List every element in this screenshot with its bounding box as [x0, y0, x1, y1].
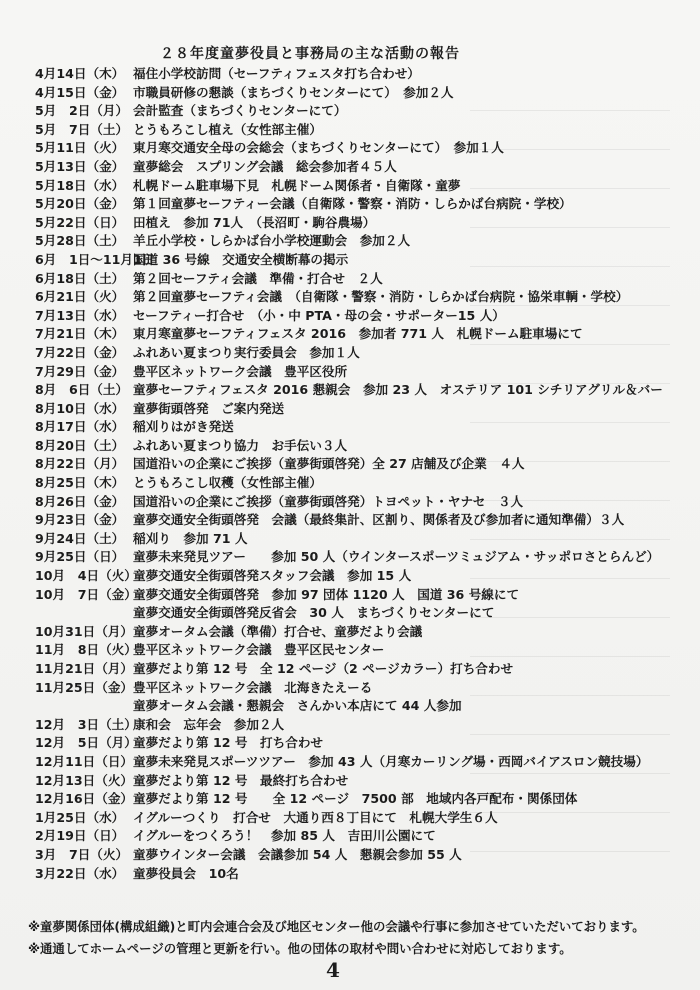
entry-text: 第１回童夢セーフティー会議（自衛隊・警察・消防・しらかば台病院・学校）: [133, 196, 572, 212]
entry-date: 7月13日（水）: [35, 307, 125, 323]
entry-text: 札幌ドーム駐車場下見 札幌ドーム関係者・自衛隊・童夢: [133, 177, 461, 193]
activity-entry: [35, 809, 675, 828]
footnote: ※通通してホームページの管理と更新を行い。他の団体の取材や問い合わせに対応しております。: [28, 941, 572, 956]
entry-date: 9月23日（金）: [35, 512, 125, 528]
activity-entry: [35, 548, 675, 567]
activity-entry: [35, 660, 675, 679]
activity-entry: [35, 325, 675, 344]
entry-date: [35, 697, 133, 716]
activity-entry: [35, 251, 675, 270]
entry-text: 豊平区ネットワーク会議 北海きたえーる: [133, 679, 373, 695]
entry-text: 稲刈り 参加 71 人: [133, 530, 248, 546]
entry-date: 12月16日（金）: [35, 791, 134, 807]
entry-date: 11月 8日（火）: [35, 642, 137, 658]
entry-text: 童夢街頭啓発 ご案内発送: [133, 400, 285, 416]
activity-entry: [35, 65, 675, 84]
entry-text: 童夢だより第 12 号 打ち合わせ: [133, 735, 324, 751]
entry-text: とうもろこし収穫（女性部主催）: [133, 475, 322, 491]
entry-text: とうもろこし植え（女性部主催）: [133, 121, 322, 137]
entry-text: 第２回童夢セーフティ会議 （自衛隊・警察・消防・しらかば台病院・協栄車輌・学校）: [133, 289, 629, 305]
entry-text: 童夢未来発見スポーツツアー 参加 43 人（月寒カーリング場・西岡バイアスロン競技場）: [133, 753, 649, 769]
entry-date: 7月21日（木）: [35, 326, 125, 342]
entry-date: 3月 7日（火）: [35, 846, 129, 862]
entry-text: 童夢総会 スプリング会議 総会参加者４５人: [133, 158, 397, 174]
entry-text: 第２回セーフティ会議 準備・打合せ ２人: [133, 270, 383, 286]
activity-entry: [35, 84, 675, 103]
activity-entry: [35, 530, 675, 549]
entry-date: 12月13日（火）: [35, 772, 134, 788]
entry-text: 童夢だより第 12 号 最終打ち合わせ: [133, 772, 349, 788]
entry-text: 童夢ウインター会議 会議参加 54 人 懇親会参加 55 人: [133, 846, 462, 862]
entry-date: 10月31日（月）: [35, 623, 134, 639]
activity-entry: [35, 716, 675, 735]
activity-entry: [35, 827, 675, 846]
activity-entry: [35, 344, 675, 363]
entry-date: 11月21日（月）: [35, 661, 134, 676]
entry-date: 8月17日（水）: [35, 419, 125, 435]
entry-text: 童夢オータム会議・懇親会 さんかい本店にて 44 人参加: [133, 698, 462, 714]
document-title: ２８年度童夢役員と事務局の主な活動の報告: [160, 46, 460, 62]
entry-date: 8月26日（金）: [35, 493, 125, 509]
entry-date: 9月25日（日）: [35, 549, 125, 565]
activity-entry: [35, 381, 675, 400]
entry-date: [35, 604, 133, 623]
entry-text: イグルーつくり 打合せ 大通り西８丁目にて 札幌大学生６人: [133, 809, 498, 825]
entry-text: 童夢オータム会議（準備）打合せ、童夢だより会議: [133, 623, 423, 639]
entry-text: 羊丘小学校・しらかば台小学校運動会 参加２人: [133, 233, 411, 249]
entry-date: 5月18日（水）: [35, 177, 125, 193]
entry-text: 童夢交通安全街頭啓発反省会 30 人 まちづくりセンターにて: [133, 605, 495, 621]
activity-entry: [35, 270, 675, 289]
entry-date: 12月 5日（月）: [35, 735, 137, 751]
entry-text: 豊平区ネットワーク会議 豊平区民センター: [133, 642, 385, 658]
activity-entry: [35, 865, 675, 884]
entry-date: 7月29日（金）: [35, 363, 125, 379]
entry-text: 稲刈りはがき発送: [133, 419, 234, 435]
activity-entry: [35, 753, 675, 772]
entry-date: 5月13日（金）: [35, 158, 125, 174]
activity-entry: [35, 418, 675, 437]
entry-text: 福住小学校訪問（セーフティフェスタ打ち合わせ）: [133, 66, 420, 81]
entry-date: 8月 6日（土）: [35, 382, 129, 398]
entry-date: 11月25日（金）: [35, 679, 134, 695]
activity-entry: [35, 400, 675, 419]
entry-date: 6月 1日～11月1日: [35, 251, 155, 267]
entry-text: 国道沿いの企業にご挨拶（童夢街頭啓発）トヨペット・ヤナセ ３人: [133, 493, 524, 509]
activity-entry: [35, 455, 675, 474]
entry-date: 8月20日（土）: [35, 437, 125, 453]
entry-text: 童夢交通安全街頭啓発スタッフ会議 参加 15 人: [133, 568, 412, 584]
entry-text: ふれあい夏まつり協力 お手伝い３人: [133, 437, 348, 453]
entry-date: 9月24日（土）: [35, 530, 125, 546]
activity-entry: [35, 232, 675, 251]
activity-entry: [35, 158, 675, 177]
entry-text: 豊平区ネットワーク会議 豊平区役所: [133, 363, 348, 379]
entry-date: 3月22日（水）: [35, 865, 125, 881]
entry-date: 10月 7日（金）: [35, 586, 137, 602]
activity-entry: [35, 139, 675, 158]
activity-list: [35, 65, 675, 883]
entry-date: 8月22日（月）: [35, 456, 125, 472]
entry-date: 5月20日（金）: [35, 196, 125, 212]
entry-date: 6月18日（土）: [35, 270, 125, 286]
activity-entry: [35, 772, 675, 791]
entry-date: 4月15日（金）: [35, 84, 125, 100]
activity-entry: [35, 679, 675, 698]
entry-date: 8月25日（木）: [35, 475, 125, 491]
entry-text: 康和会 忘年会 参加２人: [133, 716, 285, 732]
entry-text: 童夢セーフティフェスタ 2016 懇親会 参加 23 人 オステリア 101 シチリアグリル＆バー: [133, 382, 663, 398]
activity-entry: [35, 623, 675, 642]
activity-entry: [35, 177, 675, 196]
activity-entry: [35, 641, 675, 660]
entry-text: 童夢交通安全街頭啓発 参加 97 団体 1120 人 国道 36 号線にて: [133, 586, 520, 602]
activity-entry: [35, 511, 675, 530]
entry-date: 8月10日（水）: [35, 400, 125, 416]
entry-text: 童夢交通安全街頭啓発 会議（最終集計、区割り、関係者及び参加者に通知準備）３人: [133, 512, 625, 528]
entry-text: 童夢だより第 12 号 全 12 ページ（2 ページカラー）打ち合わせ: [133, 661, 514, 676]
footnote: ※童夢関係団体(構成組織)と町内会連合会及び地区センター他の会議や行事に参加させていただいております。: [28, 919, 645, 934]
entry-date: 12月11日（日）: [35, 753, 134, 769]
page-number: 4: [326, 958, 340, 982]
entry-text: イグルーをつくろう！ 参加 85 人 吉田川公園にて: [133, 828, 436, 844]
entry-text: 国道 36 号線 交通安全横断幕の掲示: [133, 251, 349, 267]
entry-date: 4月14日（木）: [35, 66, 125, 81]
entry-text: 東月寒童夢セーフティフェスタ 2016 参加者 771 人 札幌ドーム駐車場にて: [133, 326, 583, 342]
entry-date: 5月11日（火）: [35, 140, 125, 156]
activity-entry: [35, 437, 675, 456]
entry-text: 童夢だより第 12 号 全 12 ページ 7500 部 地域内各戸配布・関係団体: [133, 791, 578, 807]
activity-entry: [35, 493, 675, 512]
entry-text: 市職員研修の懇談（まちづくりセンターにて） 参加２人: [133, 84, 454, 100]
activity-entry: [35, 363, 675, 382]
activity-entry: [35, 567, 675, 586]
entry-text: ふれあい夏まつり実行委員会 参加１人: [133, 344, 360, 360]
activity-entry: [35, 214, 675, 233]
activity-entry: [35, 846, 675, 865]
activity-entry: [35, 102, 675, 121]
entry-date: 6月21日（火）: [35, 289, 125, 305]
activity-entry: [35, 307, 675, 326]
entry-text: 田植え 参加 71人 （長沼町・駒谷農場）: [133, 214, 376, 230]
activity-entry: [35, 586, 675, 605]
entry-date: 5月 2日（月）: [35, 103, 129, 119]
activity-entry: [35, 288, 675, 307]
activity-entry: [35, 604, 675, 623]
entry-date: 7月22日（金）: [35, 344, 125, 360]
activity-entry: [35, 790, 675, 809]
entry-date: 2月19日（日）: [35, 828, 125, 844]
activity-entry: [35, 474, 675, 493]
entry-text: 東月寒交通安全母の会総会（まちづくりセンターにて） 参加１人: [133, 140, 504, 156]
activity-entry: [35, 195, 675, 214]
entry-date: 1月25日（水）: [35, 809, 125, 825]
activity-entry: [35, 734, 675, 753]
entry-text: 童夢未来発見ツアー 参加 50 人（ウインタースポーツミュジアム・サッポロさとらんど）: [133, 549, 660, 565]
entry-date: 10月 4日（火）: [35, 568, 137, 584]
entry-text: セーフティー打合せ （小・中 PTA・母の会・サポーター15 人）: [133, 307, 505, 323]
entry-date: 5月22日（日）: [35, 214, 125, 230]
entry-date: 12月 3日（土）: [35, 716, 137, 732]
entry-text: 国道沿いの企業にご挨拶（童夢街頭啓発）全 27 店舗及び企業 ４人: [133, 456, 525, 472]
activity-entry: [35, 697, 675, 716]
entry-text: 会計監査（まちづくりセンターにて）: [133, 103, 347, 119]
entry-date: 5月 7日（土）: [35, 121, 129, 137]
activity-entry: [35, 121, 675, 140]
entry-date: 5月28日（土）: [35, 233, 125, 249]
entry-text: 童夢役員会 10名: [133, 865, 239, 881]
